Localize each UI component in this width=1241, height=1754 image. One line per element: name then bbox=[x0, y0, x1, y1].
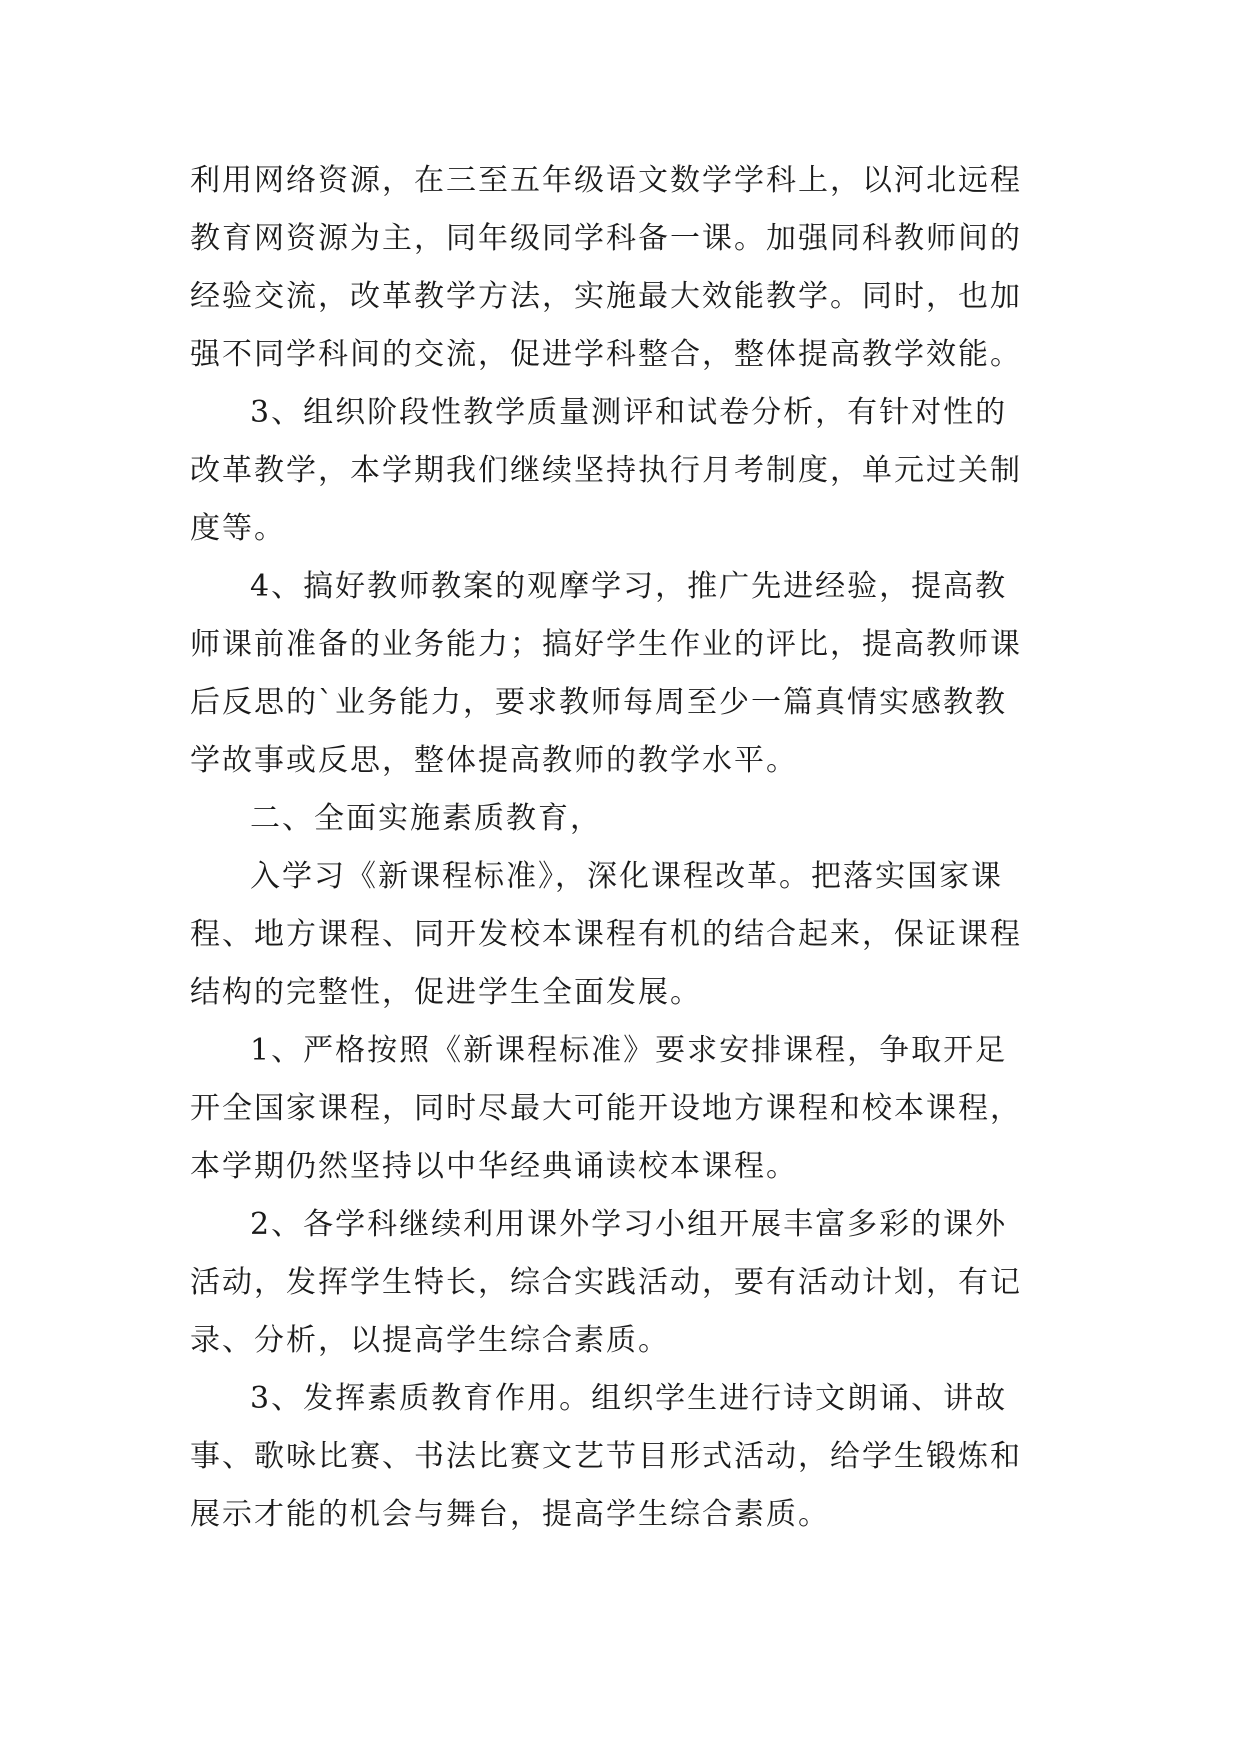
text-line: 录、分析，以提高学生综合素质。 bbox=[190, 1323, 670, 1358]
text-line: 活动，发挥学生特长，综合实践活动，要有活动计划，有记 bbox=[190, 1265, 1022, 1300]
text-line: 度等。 bbox=[190, 511, 286, 546]
text-line: 事、歌咏比赛、书法比赛文艺节目形式活动，给学生锻炼和 bbox=[190, 1439, 1022, 1474]
text-line: 程、地方课程、同开发校本课程有机的结合起来，保证课程 bbox=[190, 917, 1022, 952]
text-line: 2、各学科继续利用课外学习小组开展丰富多彩的课外 bbox=[250, 1207, 1008, 1242]
text-line: 1、严格按照《新课程标准》要求安排课程，争取开足 bbox=[250, 1033, 1008, 1068]
document-body bbox=[190, 152, 1070, 1544]
text-line: 二、全面实施素质教育， bbox=[250, 801, 602, 836]
text-line: 改革教学，本学期我们继续坚持执行月考制度，单元过关制 bbox=[190, 453, 1022, 488]
text-line: 经验交流，改革教学方法，实施最大效能教学。同时，也加 bbox=[190, 279, 1022, 314]
text-line: 学故事或反思，整体提高教师的教学水平。 bbox=[190, 743, 798, 778]
text-line: 后反思的`业务能力，要求教师每周至少一篇真情实感教教 bbox=[190, 685, 1007, 720]
text-line: 入学习《新课程标准》，深化课程改革。把落实国家课 bbox=[250, 859, 1003, 894]
text-line: 3、发挥素质教育作用。组织学生进行诗文朗诵、讲故 bbox=[250, 1381, 1008, 1416]
text-line: 强不同学科间的交流，促进学科整合，整体提高教学效能。 bbox=[190, 337, 1022, 372]
text-line: 开全国家课程，同时尽最大可能开设地方课程和校本课程， bbox=[190, 1091, 1022, 1126]
text-line: 本学期仍然坚持以中华经典诵读校本课程。 bbox=[190, 1149, 798, 1184]
text-line: 3、组织阶段性教学质量测评和试卷分析，有针对性的 bbox=[250, 395, 1008, 430]
text-line: 4、搞好教师教案的观摩学习，推广先进经验，提高教 bbox=[250, 569, 1008, 604]
text-line: 结构的完整性，促进学生全面发展。 bbox=[190, 975, 702, 1010]
text-line: 利用网络资源，在三至五年级语文数学学科上，以河北远程 bbox=[190, 163, 1022, 198]
text-line: 展示才能的机会与舞台，提高学生综合素质。 bbox=[190, 1497, 830, 1532]
text-line: 师课前准备的业务能力；搞好学生作业的评比，提高教师课 bbox=[190, 627, 1022, 662]
text-line: 教育网资源为主，同年级同学科备一课。加强同科教师间的 bbox=[190, 221, 1022, 256]
